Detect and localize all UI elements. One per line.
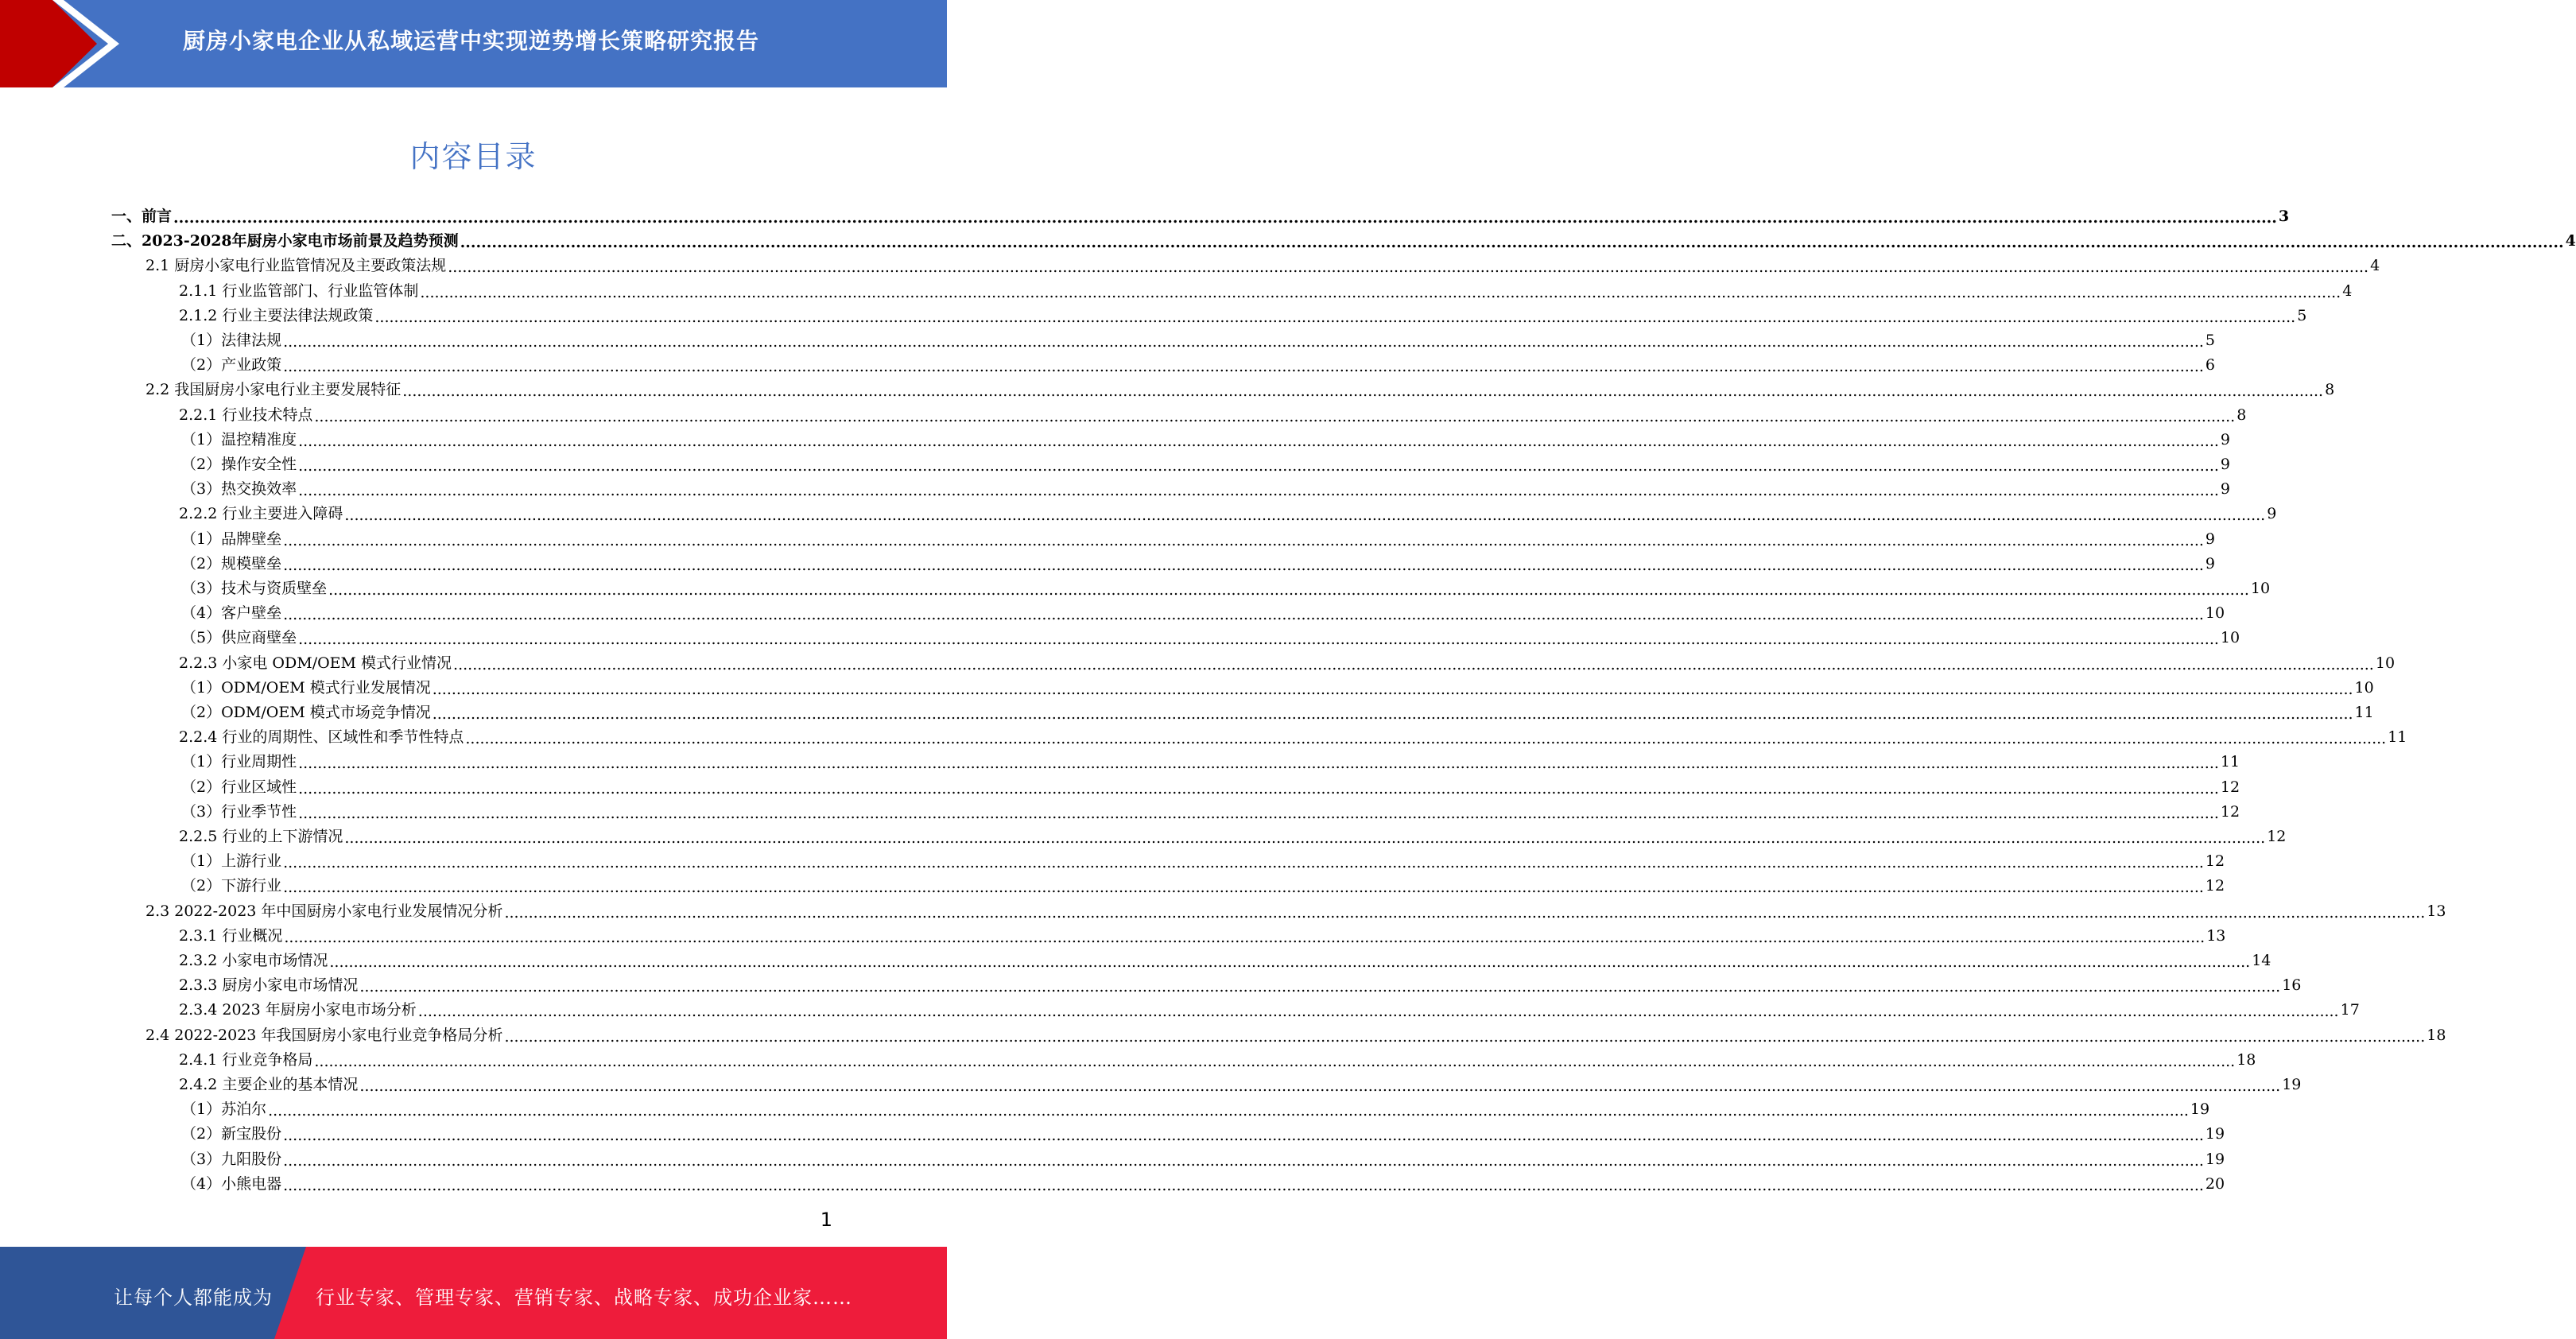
toc-entry-page: 9 (2205, 530, 2216, 548)
toc-entry-label: （3）九阳股份 (181, 1150, 282, 1168)
toc-entry[interactable] (181, 1119, 2225, 1145)
toc-entry[interactable] (181, 524, 2216, 549)
toc-dot-leader: ................................................................................................................................................................................................................................................................................................................................................................................................................ (314, 407, 2236, 425)
toc-entry-page: 5 (2297, 306, 2307, 324)
toc-entry-label: 2.2.4 行业的周期性、区域性和季节性特点 (179, 728, 464, 747)
toc-dot-leader: ................................................................................................................................................................................................................................................................................................................................................................................................................ (417, 1003, 2339, 1021)
toc-entry-page: 10 (2375, 654, 2396, 672)
toc-entry-page: 14 (2252, 952, 2271, 969)
toc-entry-page: 10 (2205, 604, 2225, 623)
toc-dot-leader: ................................................................................................................................................................................................................................................................................................................................................................................................................ (504, 903, 2426, 922)
toc-entry[interactable] (181, 747, 2240, 773)
toc-entry-label: （2）产业政策 (181, 356, 282, 375)
toc-dot-leader: ................................................................................................................................................................................................................................................................................................................................................................................................................ (283, 879, 2204, 897)
toc-entry-page: 13 (2427, 902, 2446, 920)
toc-entry-page: 9 (2205, 554, 2216, 572)
toc-entry-page: 12 (2220, 802, 2240, 821)
toc-entry-page: 11 (2220, 753, 2240, 771)
toc-entry-label: 2.1.2 行业主要法律法规政策 (179, 306, 374, 324)
toc-entry[interactable] (181, 1169, 2225, 1194)
page-number: 1 (820, 1209, 832, 1231)
toc-dot-leader: ................................................................................................................................................................................................................................................................................................................................................................................................................ (359, 978, 2281, 996)
toc-dot-leader: ................................................................................................................................................................................................................................................................................................................................................................................................................ (283, 358, 2204, 376)
toc-entry-label: （4）客户壁垒 (181, 604, 282, 623)
report-title: 厨房小家电企业从私域运营中实现逆势增长策略研究报告 (183, 28, 760, 54)
toc-entry-label: （2）行业区域性 (181, 778, 297, 796)
toc-entry-page: 11 (2388, 728, 2407, 747)
toc-dot-leader: ................................................................................................................................................................................................................................................................................................................................................................................................................ (298, 631, 2219, 649)
toc-dot-leader: ................................................................................................................................................................................................................................................................................................................................................................................................................ (453, 655, 2374, 673)
toc-dot-leader: ................................................................................................................................................................................................................................................................................................................................................................................................................ (344, 829, 2266, 847)
toc-entry-label: （2）规模壁垒 (181, 554, 282, 572)
toc-entry-label: （3）技术与资质壁垒 (181, 580, 328, 597)
toc-entry-label: 2.3.3 厨房小家电市场情况 (179, 976, 359, 995)
toc-entry-page: 6 (2205, 356, 2216, 375)
toc-dot-leader: ................................................................................................................................................................................................................................................................................................................................................................................................................ (465, 730, 2387, 748)
toc-dot-leader: ................................................................................................................................................................................................................................................................................................................................................................................................................ (268, 1102, 2189, 1120)
toc-entry-page: 12 (2205, 877, 2225, 895)
toc-entry-page: 19 (2190, 1100, 2210, 1119)
toc-dot-leader: ................................................................................................................................................................................................................................................................................................................................................................................................................ (283, 333, 2204, 351)
toc-dot-leader: ................................................................................................................................................................................................................................................................................................................................................................................................................ (448, 258, 2369, 277)
toc-dot-leader: ................................................................................................................................................................................................................................................................................................................................................................................................................ (329, 953, 2251, 971)
toc-entry[interactable] (179, 499, 2277, 525)
toc-entry-page: 9 (2220, 430, 2231, 448)
toc-entry-page: 9 (2220, 456, 2231, 473)
red-chevron-decoration (0, 0, 127, 87)
toc-entry-page: 5 (2205, 332, 2216, 349)
toc-entry[interactable] (145, 375, 2335, 401)
toc-entry-label: （3）热交换效率 (181, 480, 297, 499)
toc-dot-leader: ................................................................................................................................................................................................................................................................................................................................................................................................................ (460, 234, 2564, 252)
toc-entry[interactable] (181, 573, 2271, 599)
header-banner (0, 0, 947, 87)
toc-entry-label: 2.2.5 行业的上下游情况 (179, 828, 343, 845)
toc-entry-label: 2.4.1 行业竞争格局 (179, 1050, 313, 1069)
toc-entry[interactable] (179, 400, 2247, 425)
toc-entry-page: 4 (2565, 232, 2576, 250)
toc-entry-page: 10 (2354, 678, 2374, 697)
toc-entry[interactable] (181, 772, 2240, 798)
toc-entry-label: 二、2023-2028年厨房小家电市场前景及趋势预测 (111, 232, 459, 250)
footer-slogan-left: 让每个人都能成为 (114, 1287, 273, 1309)
toc-dot-leader: ................................................................................................................................................................................................................................................................................................................................................................................................................ (402, 382, 2324, 401)
toc-entry[interactable] (181, 846, 2225, 872)
toc-dot-leader: ................................................................................................................................................................................................................................................................................................................................................................................................................ (314, 1052, 2236, 1070)
toc-entry-label: 2.4 2022-2023 年我国厨房小家电行业竞争格局分析 (145, 1026, 503, 1044)
toc-entry-label: 2.3.2 小家电市场情况 (179, 952, 328, 969)
toc-entry[interactable] (181, 697, 2374, 723)
toc-entry-page: 12 (2220, 778, 2240, 796)
toc-entry[interactable] (179, 921, 2226, 946)
toc-entry[interactable] (179, 301, 2307, 326)
toc-entry[interactable] (181, 425, 2231, 450)
toc-entry-label: （1）品牌壁垒 (181, 530, 282, 548)
toc-dot-leader: ................................................................................................................................................................................................................................................................................................................................................................................................................ (298, 482, 2219, 500)
toc-entry-page: 9 (2267, 505, 2277, 523)
toc-entry[interactable] (179, 276, 2353, 301)
toc-entry[interactable] (181, 474, 2231, 500)
toc-entry[interactable] (179, 1045, 2256, 1070)
toc-entry-page: 19 (2282, 1076, 2302, 1093)
toc-entry-label: （1）苏泊尔 (181, 1100, 267, 1119)
toc-entry-label: 一、前言 (111, 208, 173, 225)
toc-entry-label: （1）温控精准度 (181, 430, 297, 448)
toc-entry[interactable] (181, 623, 2240, 649)
toc-entry[interactable] (181, 1144, 2225, 1170)
toc-entry-label: 2.2.3 小家电 ODM/OEM 模式行业情况 (179, 654, 452, 672)
toc-dot-leader: ................................................................................................................................................................................................................................................................................................................................................................................................................ (298, 755, 2219, 773)
toc-dot-leader: ................................................................................................................................................................................................................................................................................................................................................................................................................ (298, 779, 2219, 798)
toc-entry-label: 2.2.2 行业主要进入障碍 (179, 505, 343, 523)
toc-entry-page: 11 (2354, 704, 2374, 721)
toc-entry[interactable] (181, 871, 2225, 897)
toc-dot-leader: ................................................................................................................................................................................................................................................................................................................................................................................................................ (298, 457, 2219, 475)
toc-entry-page: 18 (2237, 1050, 2256, 1069)
toc-entry-label: 2.2.1 行业技术特点 (179, 406, 313, 424)
toc-entry-label: （1）行业周期性 (181, 753, 297, 771)
toc-dot-leader: ................................................................................................................................................................................................................................................................................................................................................................................................................ (283, 854, 2204, 872)
toc-entry-page: 8 (2325, 381, 2335, 399)
toc-entry-page: 17 (2340, 1001, 2360, 1019)
toc-entry[interactable] (179, 722, 2407, 748)
toc-entry-page: 4 (2342, 281, 2353, 300)
toc-entry-page: 19 (2205, 1125, 2225, 1143)
toc-entry[interactable] (179, 1069, 2302, 1095)
toc-entry[interactable] (179, 995, 2360, 1021)
toc-entry-label: 2.3 2022-2023 年中国厨房小家电行业发展情况分析 (145, 902, 503, 920)
toc-entry-label: 2.1 厨房小家电行业监管情况及主要政策法规 (145, 257, 447, 275)
toc-dot-leader: ................................................................................................................................................................................................................................................................................................................................................................................................................ (298, 432, 2219, 450)
toc-entry-label: （1）ODM/OEM 模式行业发展情况 (181, 678, 431, 697)
toc-entry-page: 19 (2205, 1150, 2225, 1168)
toc-dot-leader: ................................................................................................................................................................................................................................................................................................................................................................................................................ (298, 804, 2219, 822)
toc-entry[interactable] (179, 945, 2271, 971)
toc-entry-page: 18 (2427, 1026, 2446, 1044)
toc-entry-label: （2）新宝股份 (181, 1125, 282, 1143)
toc-entry-label: 2.1.1 行业监管部门、行业监管体制 (179, 281, 419, 300)
toc-entry[interactable] (181, 598, 2225, 624)
toc-entry-label: 2.3.1 行业概况 (179, 926, 283, 945)
toc-entry-label: 2.3.4 2023 年厨房小家电市场分析 (179, 1001, 417, 1019)
toc-entry-label: （4）小熊电器 (181, 1174, 282, 1193)
toc-entry[interactable] (145, 896, 2446, 922)
toc-entry[interactable] (179, 648, 2396, 673)
toc-dot-leader: ................................................................................................................................................................................................................................................................................................................................................................................................................ (283, 606, 2204, 624)
toc-entry-page: 20 (2205, 1174, 2225, 1193)
toc-entry[interactable] (145, 250, 2380, 277)
toc-entry-page: 10 (2250, 580, 2271, 597)
toc-dot-leader: ................................................................................................................................................................................................................................................................................................................................................................................................................ (374, 308, 2296, 326)
toc-entry[interactable] (181, 325, 2216, 351)
toc-entry-page: 8 (2237, 406, 2247, 424)
toc-entry-page: 9 (2220, 480, 2231, 499)
toc-entry-page: 13 (2206, 926, 2226, 945)
toc-entry[interactable] (179, 970, 2302, 996)
toc-entry-page: 3 (2278, 208, 2290, 225)
toc-dot-leader: ................................................................................................................................................................................................................................................................................................................................................................................................................ (283, 1176, 2204, 1194)
toc-entry[interactable] (181, 797, 2240, 822)
footer-slogan-right: 行业专家、管理专家、营销专家、战略专家、成功企业家…… (316, 1287, 852, 1309)
toc-entry-page: 10 (2220, 629, 2240, 647)
toc-entry[interactable] (181, 673, 2374, 698)
toc-entry-label: （3）行业季节性 (181, 802, 297, 821)
toc-entry-label: （1）上游行业 (181, 852, 282, 871)
toc-dot-leader: ................................................................................................................................................................................................................................................................................................................................................................................................................ (432, 705, 2353, 723)
toc-dot-leader: ................................................................................................................................................................................................................................................................................................................................................................................................................ (504, 1027, 2426, 1046)
toc-entry-label: （5）供应商壁垒 (181, 629, 297, 647)
toc-entry-label: （1）法律法规 (181, 332, 282, 349)
toc-entry[interactable] (181, 350, 2216, 376)
toc-entry-page: 12 (2267, 828, 2287, 845)
footer-banner (0, 1247, 947, 1339)
toc-dot-leader: ................................................................................................................................................................................................................................................................................................................................................................................................................ (284, 928, 2206, 946)
toc-entry-label: 2.2 我国厨房小家电行业主要发展特征 (145, 381, 402, 399)
toc-entry[interactable] (181, 1094, 2210, 1120)
toc-entry[interactable] (111, 201, 2290, 227)
toc-dot-leader: ................................................................................................................................................................................................................................................................................................................................................................................................................ (283, 1151, 2204, 1170)
toc-entry-page: 16 (2282, 976, 2302, 995)
toc-entry-page: 4 (2370, 257, 2380, 275)
toc-dot-leader: ................................................................................................................................................................................................................................................................................................................................................................................................................ (432, 680, 2353, 698)
toc-dot-leader: ................................................................................................................................................................................................................................................................................................................................................................................................................ (328, 581, 2249, 599)
toc-entry-label: 2.4.2 主要企业的基本情况 (179, 1076, 359, 1093)
toc-dot-leader: ................................................................................................................................................................................................................................................................................................................................................................................................................ (344, 506, 2266, 525)
toc-entry[interactable] (181, 449, 2231, 475)
toc-entry-label: （2）操作安全性 (181, 456, 297, 473)
toc-entry-label: （2）ODM/OEM 模式市场竞争情况 (181, 704, 431, 721)
toc-entry-page: 12 (2205, 852, 2225, 871)
toc-dot-leader: ................................................................................................................................................................................................................................................................................................................................................................................................................ (420, 283, 2341, 301)
toc-dot-leader: ................................................................................................................................................................................................................................................................................................................................................................................................................ (173, 209, 2277, 227)
toc-dot-leader: ................................................................................................................................................................................................................................................................................................................................................................................................................ (283, 531, 2204, 549)
toc-dot-leader: ................................................................................................................................................................................................................................................................................................................................................................................................................ (283, 556, 2204, 574)
toc-dot-leader: ................................................................................................................................................................................................................................................................................................................................................................................................................ (359, 1077, 2281, 1095)
toc-entry-label: （2）下游行业 (181, 877, 282, 895)
toc-entry[interactable] (181, 549, 2216, 574)
toc-dot-leader: ................................................................................................................................................................................................................................................................................................................................................................................................................ (283, 1127, 2204, 1145)
toc-entry[interactable] (145, 1020, 2446, 1046)
toc-entry[interactable] (111, 226, 2576, 252)
toc-heading: 内容目录 (409, 139, 537, 174)
toc-entry[interactable] (179, 821, 2287, 847)
